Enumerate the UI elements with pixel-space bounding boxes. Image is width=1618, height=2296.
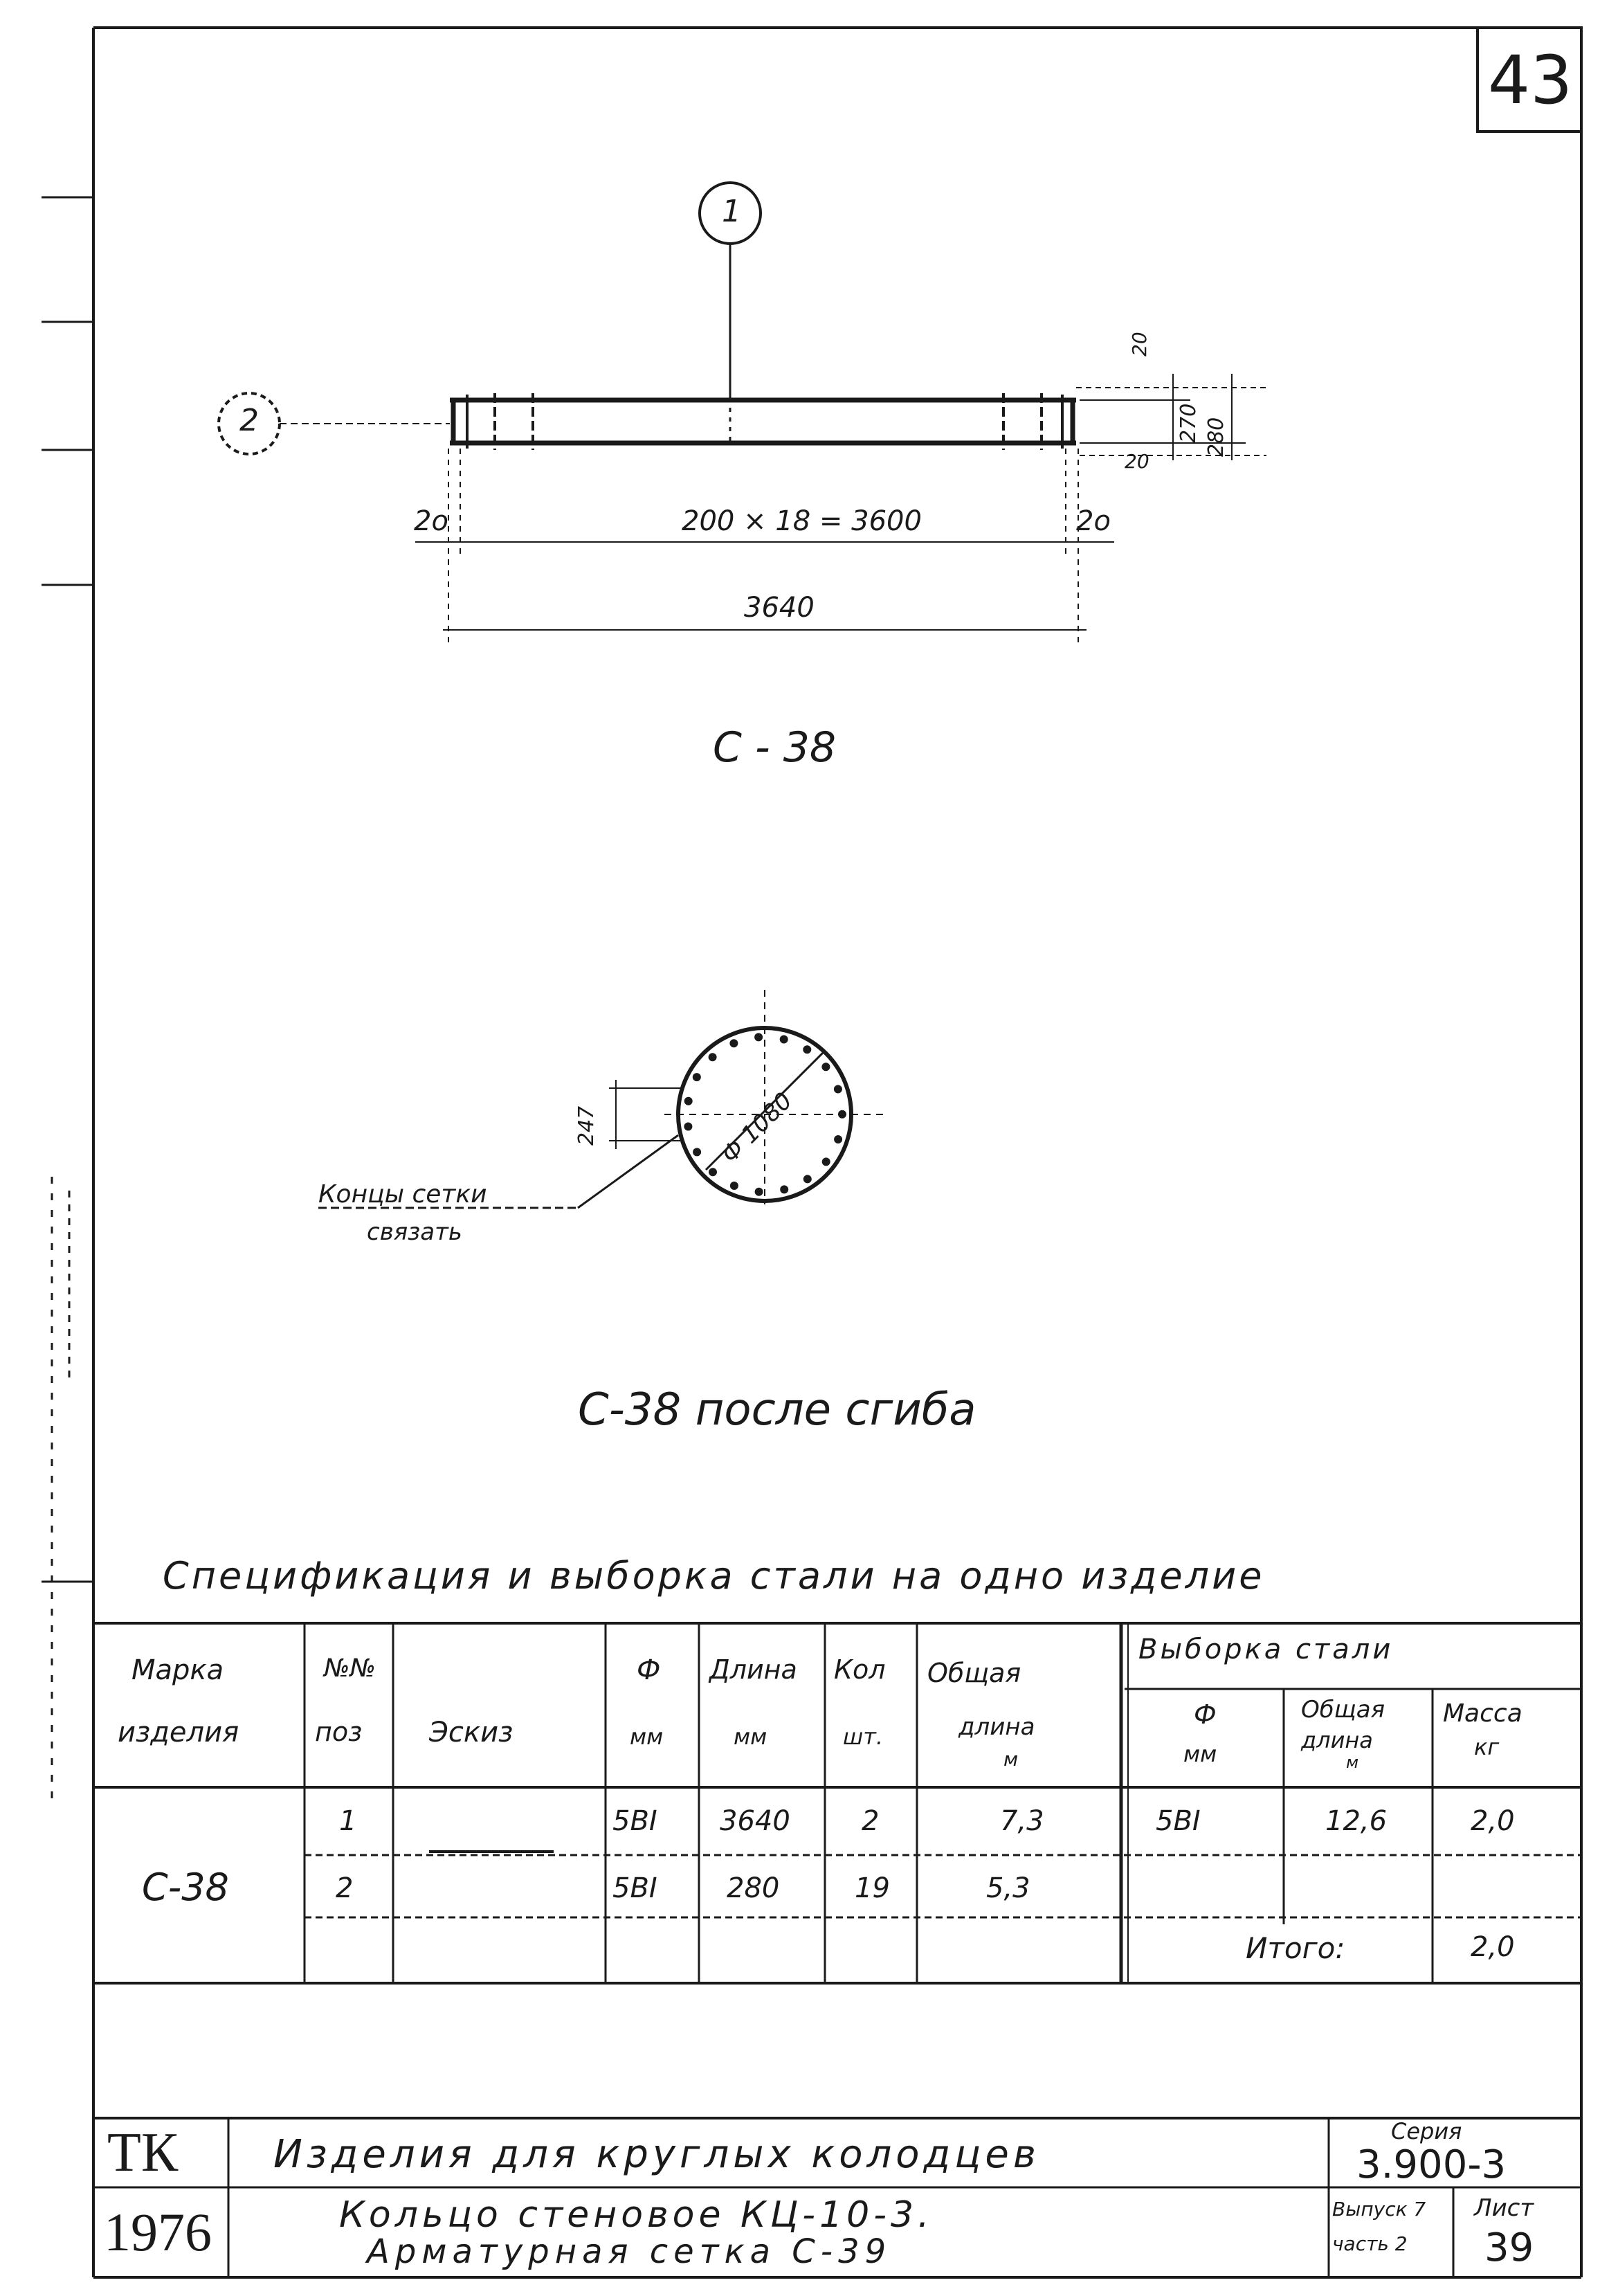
hdr-total-1: Общая [927,1658,1021,1688]
sheet-number: 43 [1488,42,1573,119]
issue-label-2: часть 2 [1332,2232,1408,2255]
ring-bar-dot [780,1036,788,1044]
row2-phi: 5ВI [612,1872,657,1904]
ring-note-line1: Концы сетки [318,1180,487,1209]
ring-bar-dot [755,1188,763,1196]
ring-diameter: Ф 1080 [716,1087,798,1169]
sheet-value: 39 [1484,2225,1534,2270]
ring-bar-dot [693,1073,701,1081]
sel-mass: 2,0 [1471,1805,1515,1837]
itogo-value: 2,0 [1471,1931,1515,1963]
ring-bar-dot [803,1175,812,1183]
hdr-length-2: мм [734,1724,767,1750]
dim-pitch: 200 × 18 = 3600 [682,505,922,537]
row1-total: 7,3 [1000,1805,1044,1837]
dim-mid: 270 [1176,403,1201,443]
ring-bar-dot [803,1045,811,1054]
row2-length: 280 [727,1872,780,1904]
sel-total-length: 12,6 [1325,1805,1388,1837]
hdr-phi-2: мм [630,1724,664,1750]
dim-left-end: 2o [414,505,448,537]
row1-phi: 5ВI [612,1805,657,1837]
ring-bar-dot [822,1157,830,1166]
hdr-sel-total-1: Общая [1301,1696,1385,1724]
callout-2-label: 2 [239,403,259,438]
hdr-mark-1: Марка [131,1654,224,1686]
org-label: ТК [107,2122,179,2183]
ring-note-line2: связать [367,1218,462,1246]
ring-bar-dot [834,1135,842,1144]
title-line3: Арматурная сетка С-39 [367,2232,892,2271]
top-caption: С - 38 [713,723,837,772]
title-line2: Кольцо стеновое КЦ-10-3. [339,2194,934,2236]
ring-bar-dot [684,1097,693,1105]
series-value: 3.900-3 [1356,2142,1507,2187]
hdr-sel-mass-2: кг [1474,1734,1500,1760]
hdr-length-1: Длина [709,1654,797,1685]
ring [318,990,886,1208]
ring-bar-dot [709,1053,717,1061]
sheet-label: Лист [1474,2194,1534,2222]
row2-total: 5,3 [986,1872,1030,1904]
ring-bar-dot [838,1110,846,1119]
margin-ticks [42,197,93,1800]
hdr-pos-2: поз [315,1717,363,1747]
ring-bar-dot [834,1085,842,1094]
hdr-sel-phi-2: мм [1183,1741,1217,1767]
dim-bottom: 20 [1125,450,1149,473]
ring-bar-dot [754,1033,763,1041]
callout-1-label: 1 [722,194,741,229]
row2-qty: 19 [855,1872,890,1904]
mark-value: С-38 [142,1865,229,1909]
mesh-strip [450,393,1076,450]
ring-caption: С-38 после сгиба [578,1384,976,1436]
ring-bar-dot [693,1148,701,1156]
year-label: 1976 [104,2202,212,2262]
row1-length: 3640 [720,1805,790,1837]
ring-bar-dot [780,1185,788,1193]
hdr-selection: Выборка стали [1138,1634,1394,1665]
hdr-sel-total-2: длина [1301,1727,1373,1753]
dim-height: 280 [1204,417,1228,457]
hdr-mark-2: изделия [118,1717,239,1748]
ring-bar-dot [684,1123,692,1131]
hdr-phi-1: Ф [637,1654,661,1686]
spec-title: Спецификация и выборка стали на одно изделие [163,1554,1265,1598]
ring-bar-dot [729,1039,738,1047]
hdr-qty-2: шт. [843,1724,884,1750]
hdr-sel-total-3: м [1346,1753,1359,1772]
hdr-total-2: длина [958,1713,1035,1741]
row1-qty: 2 [862,1805,880,1837]
row1-pos: 1 [339,1805,357,1837]
hdr-sel-mass-1: Масса [1443,1699,1522,1728]
dim-total: 3640 [744,592,815,624]
hdr-total-3: м [1003,1748,1019,1771]
dim-right-end: 2o [1076,505,1111,537]
itogo-label: Итого: [1246,1931,1345,1965]
hdr-pos-1: №№ [324,1654,376,1683]
hdr-sketch: Эскиз [429,1717,513,1748]
ring-gap-dim: 247 [574,1105,599,1146]
ring-bar-dot [821,1063,830,1071]
title-line1: Изделия для круглых колодцев [273,2132,1040,2177]
hdr-sel-phi-1: Ф [1194,1699,1217,1730]
issue-label-1: Выпуск 7 [1332,2198,1426,2221]
ring-bar-dot [709,1168,717,1176]
series-label: Серия [1391,2118,1462,2144]
ring-bar-dot [730,1182,738,1190]
sel-phi: 5ВI [1156,1805,1201,1837]
row2-pos: 2 [336,1872,354,1904]
hdr-qty-1: Кол [834,1654,886,1685]
dim-top: 20 [1128,332,1151,356]
